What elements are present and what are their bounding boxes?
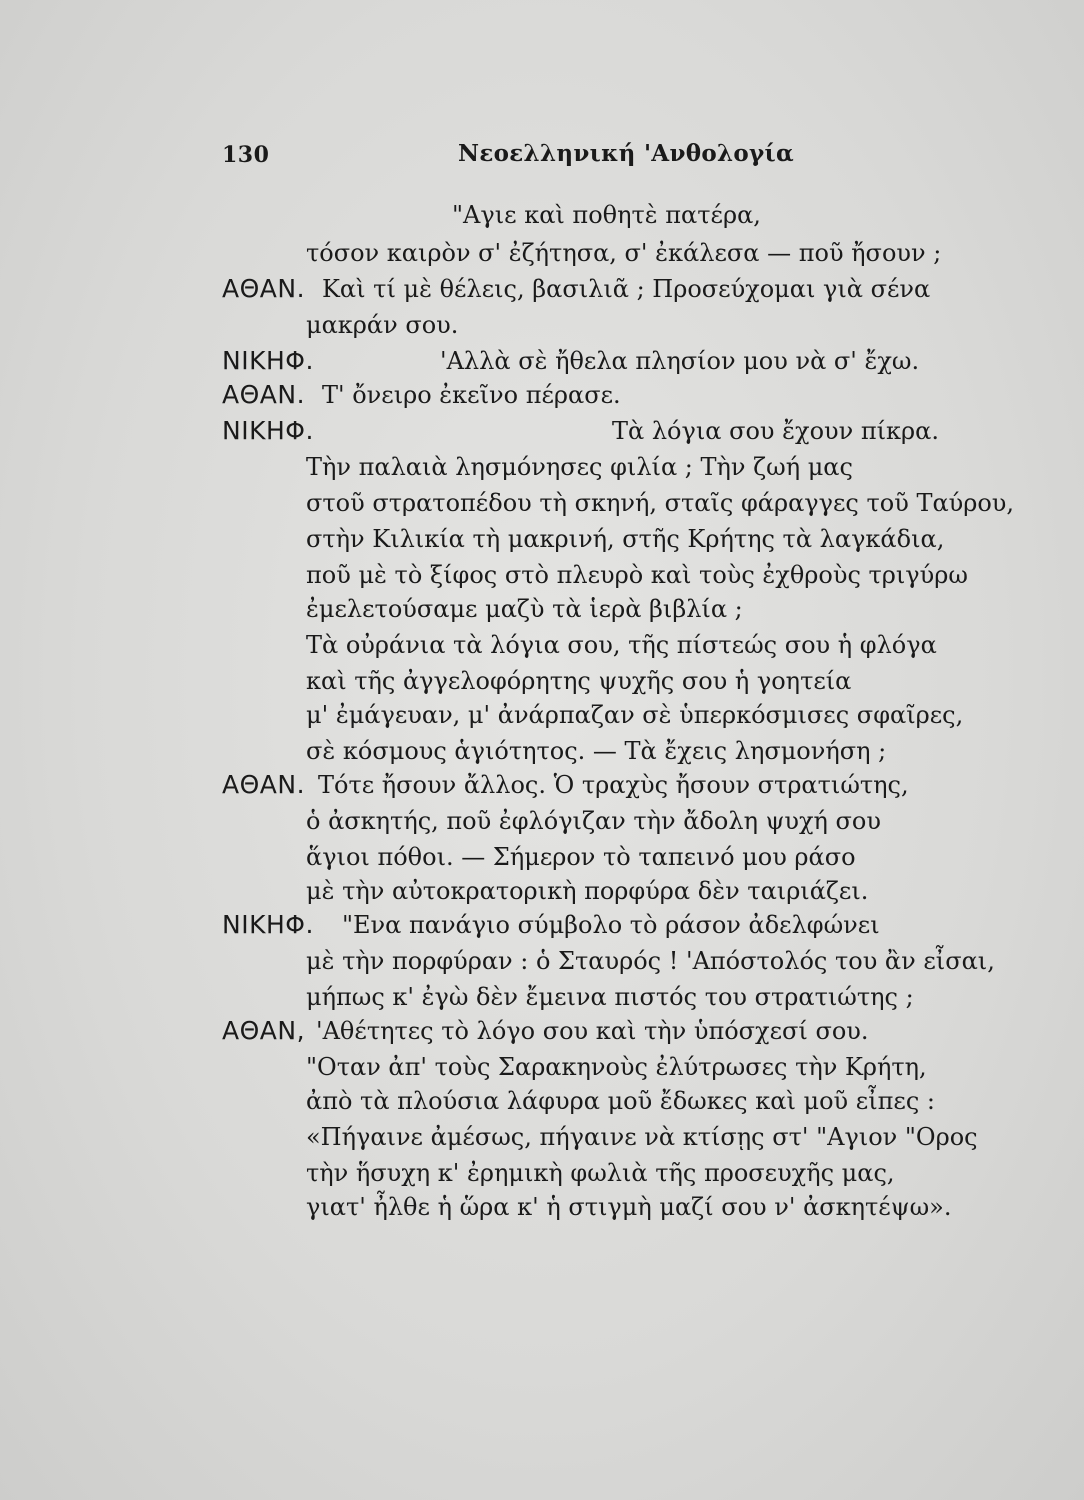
verse-line: Τὰ λόγια σου ἔχουν πίκρα.: [612, 417, 939, 445]
verse-line: σὲ κόσμους ἁγιότητος. — Τὰ ἔχεις λησμονήση ;: [306, 737, 887, 765]
verse-line: μ' ἐμάγευαν, μ' ἀνάρπαζαν σὲ ὑπερκόσμισες σφαῖρες,: [306, 701, 964, 729]
verse-line: Τότε ἤσουν ἄλλος. Ὁ τραχὺς ἤσουν στρατιώτης,: [318, 771, 909, 799]
verse-line: μὲ τὴν πορφύραν : ὁ Σταυρός ! 'Απόστολός του ἂν εἶσαι,: [306, 947, 995, 975]
verse-line: τὴν ἥσυχη κ' ἐρημικὴ φωλιὰ τῆς προσευχῆς μας,: [306, 1159, 895, 1187]
verse-line: Τὰ οὐράνια τὰ λόγια σου, τῆς πίστεώς σου ἡ φλόγα: [306, 631, 937, 659]
verse-line: ποῦ μὲ τὸ ξίφος στὸ πλευρὸ καὶ τοὺς ἐχθροὺς τριγύρω: [306, 561, 968, 589]
verse-line: γιατ' ἦλθε ἡ ὥρα κ' ἡ στιγμὴ μαζί σου ν' ἀσκητέψω».: [306, 1193, 952, 1221]
running-title: Νεοελληνική 'Ανθολογία: [458, 140, 794, 167]
verse-line: μακράν σου.: [306, 311, 459, 339]
speaker-label: ΝΙΚΗΦ.: [222, 346, 314, 375]
verse-line: καὶ τῆς ἀγγελοφόρητης ψυχῆς σου ἡ γοητεία: [306, 667, 852, 695]
verse-line: ἀπὸ τὰ πλούσια λάφυρα μοῦ ἔδωκες καὶ μοῦ εἶπες :: [306, 1087, 935, 1115]
speaker-label: ΝΙΚΗΦ.: [222, 416, 314, 445]
speaker-label: ΝΙΚΗΦ.: [222, 910, 314, 939]
page-number: 130: [222, 142, 270, 168]
verse-line: μὲ τὴν αὐτοκρατορικὴ πορφύρα δὲν ταιριάζει.: [306, 877, 869, 905]
verse-line: «Πήγαινε ἀμέσως, πήγαινε νὰ κτίσῃς στ' "Αγιον "Ορος: [306, 1123, 978, 1151]
verse-line: Καὶ τί μὲ θέλεις, βασιλιᾶ ; Προσεύχομαι γιὰ σένα: [322, 275, 931, 303]
speaker-label: ΑΘΑΝ.: [222, 380, 306, 409]
verse-line: "Ενα πανάγιο σύμβολο τὸ ράσον ἀδελφώνει: [342, 911, 880, 939]
verse-line: ἅγιοι πόθοι. — Σήμερον τὸ ταπεινό μου ράσο: [306, 843, 856, 871]
verse-line: 'Αλλὰ σὲ ἤθελα πλησίον μου νὰ σ' ἔχω.: [440, 347, 920, 375]
verse-line: Τ' ὄνειρο ἐκεῖνο πέρασε.: [322, 381, 621, 409]
speaker-label: ΑΘΑΝ.: [222, 770, 306, 799]
verse-line: μήπως κ' ἐγὼ δὲν ἔμεινα πιστός του στρατιώτης ;: [306, 983, 914, 1011]
speaker-label: ΑΘΑΝ.: [222, 274, 306, 303]
speaker-label: ΑΘΑΝ,: [222, 1016, 306, 1045]
verse-line: "Αγιε καὶ ποθητὲ πατέρα,: [452, 201, 761, 229]
verse-line: "Οταν ἀπ' τοὺς Σαρακηνοὺς ἐλύτρωσες τὴν Κρήτη,: [306, 1053, 927, 1081]
verse-line: στοῦ στρατοπέδου τὴ σκηνή, σταῖς φάραγγες τοῦ Ταύρου,: [306, 489, 1015, 517]
verse-line: ὁ ἀσκητής, ποῦ ἐφλόγιζαν τὴν ἄδολη ψυχή σου: [306, 807, 881, 835]
verse-line: ἐμελετούσαμε μαζὺ τὰ ἱερὰ βιβλία ;: [306, 595, 743, 623]
verse-line: 'Αθέτητες τὸ λόγο σου καὶ τὴν ὑπόσχεσί σου.: [316, 1017, 869, 1045]
verse-line: στὴν Κιλικία τὴ μακρινή, στῆς Κρήτης τὰ λαγκάδια,: [306, 525, 945, 553]
verse-line: Τὴν παλαιὰ λησμόνησες φιλία ; Τὴν ζωή μας: [306, 453, 853, 481]
verse-line: τόσον καιρὸν σ' ἐζήτησα, σ' ἐκάλεσα — ποῦ ἤσουν ;: [306, 239, 942, 267]
